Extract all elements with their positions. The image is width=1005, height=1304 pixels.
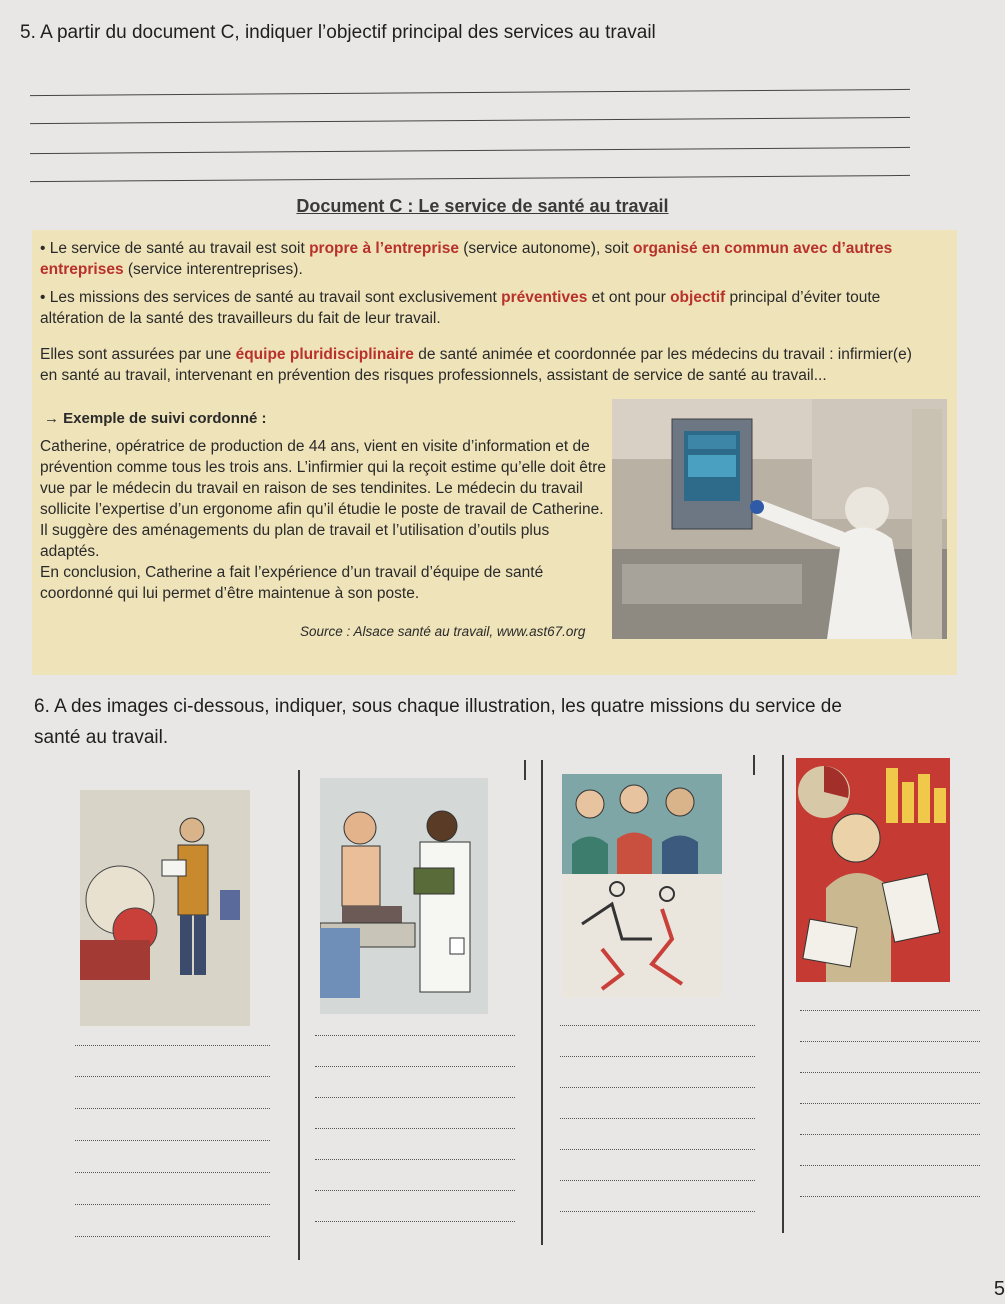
answer-dots-c4-7[interactable] [800, 1196, 980, 1197]
example-text: Catherine, opératrice de production de 44 ans, vient en visite d’information et de prévention comme tous les trois ans. L’infirmier qui la reçoit estime qu’elle doit être vue par le médecin du travail en raison de ses tendinites. Le médecin du travail sollicite l’expertise d’un ergonome afin qu’il étudie le poste de travail de Catherine. Il suggère des aménagements du plan de travail et l’utilisation d’outils plus adaptés. En conclusion, Catherine a fait l’expérience d’un travail d’équipe de santé coordonné qui lui permet d’être maintenue à son poste. [40, 438, 607, 602]
paragraph-1: • Le service de santé au travail est soit propre à l’entreprise (service autonome), soit organisé en commun avec d’autres entreprises (service interentreprises). [40, 240, 893, 278]
answer-dots-c4-4[interactable] [800, 1103, 980, 1104]
example-title: → Exemple de suivi cordonné : [44, 410, 267, 427]
answer-line-4[interactable] [30, 175, 910, 182]
column-divider-2 [541, 760, 543, 1245]
answer-dots-c4-5[interactable] [800, 1134, 980, 1135]
answer-dots-c2-3[interactable] [315, 1097, 515, 1098]
column-divider-top-2 [753, 755, 755, 775]
answer-line-3[interactable] [30, 147, 910, 154]
paragraph-2: • Les missions des services de santé au travail sont exclusivement préventives et ont pour objectif principal d’éviter toute altération de la santé des travailleurs du fait de leur travail. [40, 289, 881, 327]
answer-dots-c1-6[interactable] [75, 1204, 270, 1205]
paragraph-3: Elles sont assurées par une équipe pluridisciplinaire de santé animée et coordonnée par les médecins du travail : infirmier(e) en santé au travail, intervenant en prévention des risques professionnels, assistant de service de santé au travail... [40, 346, 912, 384]
factory-photo [612, 399, 947, 639]
answer-dots-c1-7[interactable] [75, 1236, 270, 1237]
answer-dots-c1-5[interactable] [75, 1172, 270, 1173]
answer-dots-c1-4[interactable] [75, 1140, 270, 1141]
factory-worker-illustration [80, 790, 250, 1026]
column-divider-3 [782, 755, 784, 1233]
answer-dots-c3-3[interactable] [560, 1087, 755, 1088]
answer-dots-c2-7[interactable] [315, 1221, 515, 1222]
question-5: 5. A partir du document C, indiquer l’objectif principal des services au travail [20, 22, 656, 43]
answer-dots-c3-7[interactable] [560, 1211, 755, 1212]
answer-dots-c4-2[interactable] [800, 1041, 980, 1042]
data-analyst-illustration [796, 758, 950, 982]
answer-dots-c1-2[interactable] [75, 1076, 270, 1077]
answer-dots-c1-3[interactable] [75, 1108, 270, 1109]
answer-dots-c2-6[interactable] [315, 1190, 515, 1191]
answer-dots-c1-1[interactable] [75, 1045, 270, 1046]
ergonomics-illustration [562, 774, 722, 998]
answer-dots-c4-1[interactable] [800, 1010, 980, 1011]
document-title: Document C : Le service de santé au travail [296, 196, 669, 216]
answer-line-2[interactable] [30, 117, 910, 124]
answer-line-1[interactable] [30, 89, 910, 96]
answer-dots-c2-2[interactable] [315, 1066, 515, 1067]
column-divider-1 [298, 770, 300, 1260]
answer-dots-c3-5[interactable] [560, 1149, 755, 1150]
answer-dots-c3-2[interactable] [560, 1056, 755, 1057]
answer-dots-c2-1[interactable] [315, 1035, 515, 1036]
answer-dots-c4-6[interactable] [800, 1165, 980, 1166]
column-divider-top-1 [524, 760, 526, 780]
answer-dots-c4-3[interactable] [800, 1072, 980, 1073]
answer-dots-c3-6[interactable] [560, 1180, 755, 1181]
question-6-line2: santé au travail. [34, 727, 169, 748]
answer-dots-c3-1[interactable] [560, 1025, 755, 1026]
question-6-line1: 6. A des images ci-dessous, indiquer, sous chaque illustration, les quatre missions du service de [34, 696, 842, 717]
answer-dots-c3-4[interactable] [560, 1118, 755, 1119]
page-number: 5 [993, 1278, 1005, 1300]
doctor-patient-illustration [320, 778, 488, 1014]
answer-dots-c2-5[interactable] [315, 1159, 515, 1160]
source-citation: Source : Alsace santé au travail, www.ast67.org [300, 624, 586, 639]
answer-dots-c2-4[interactable] [315, 1128, 515, 1129]
